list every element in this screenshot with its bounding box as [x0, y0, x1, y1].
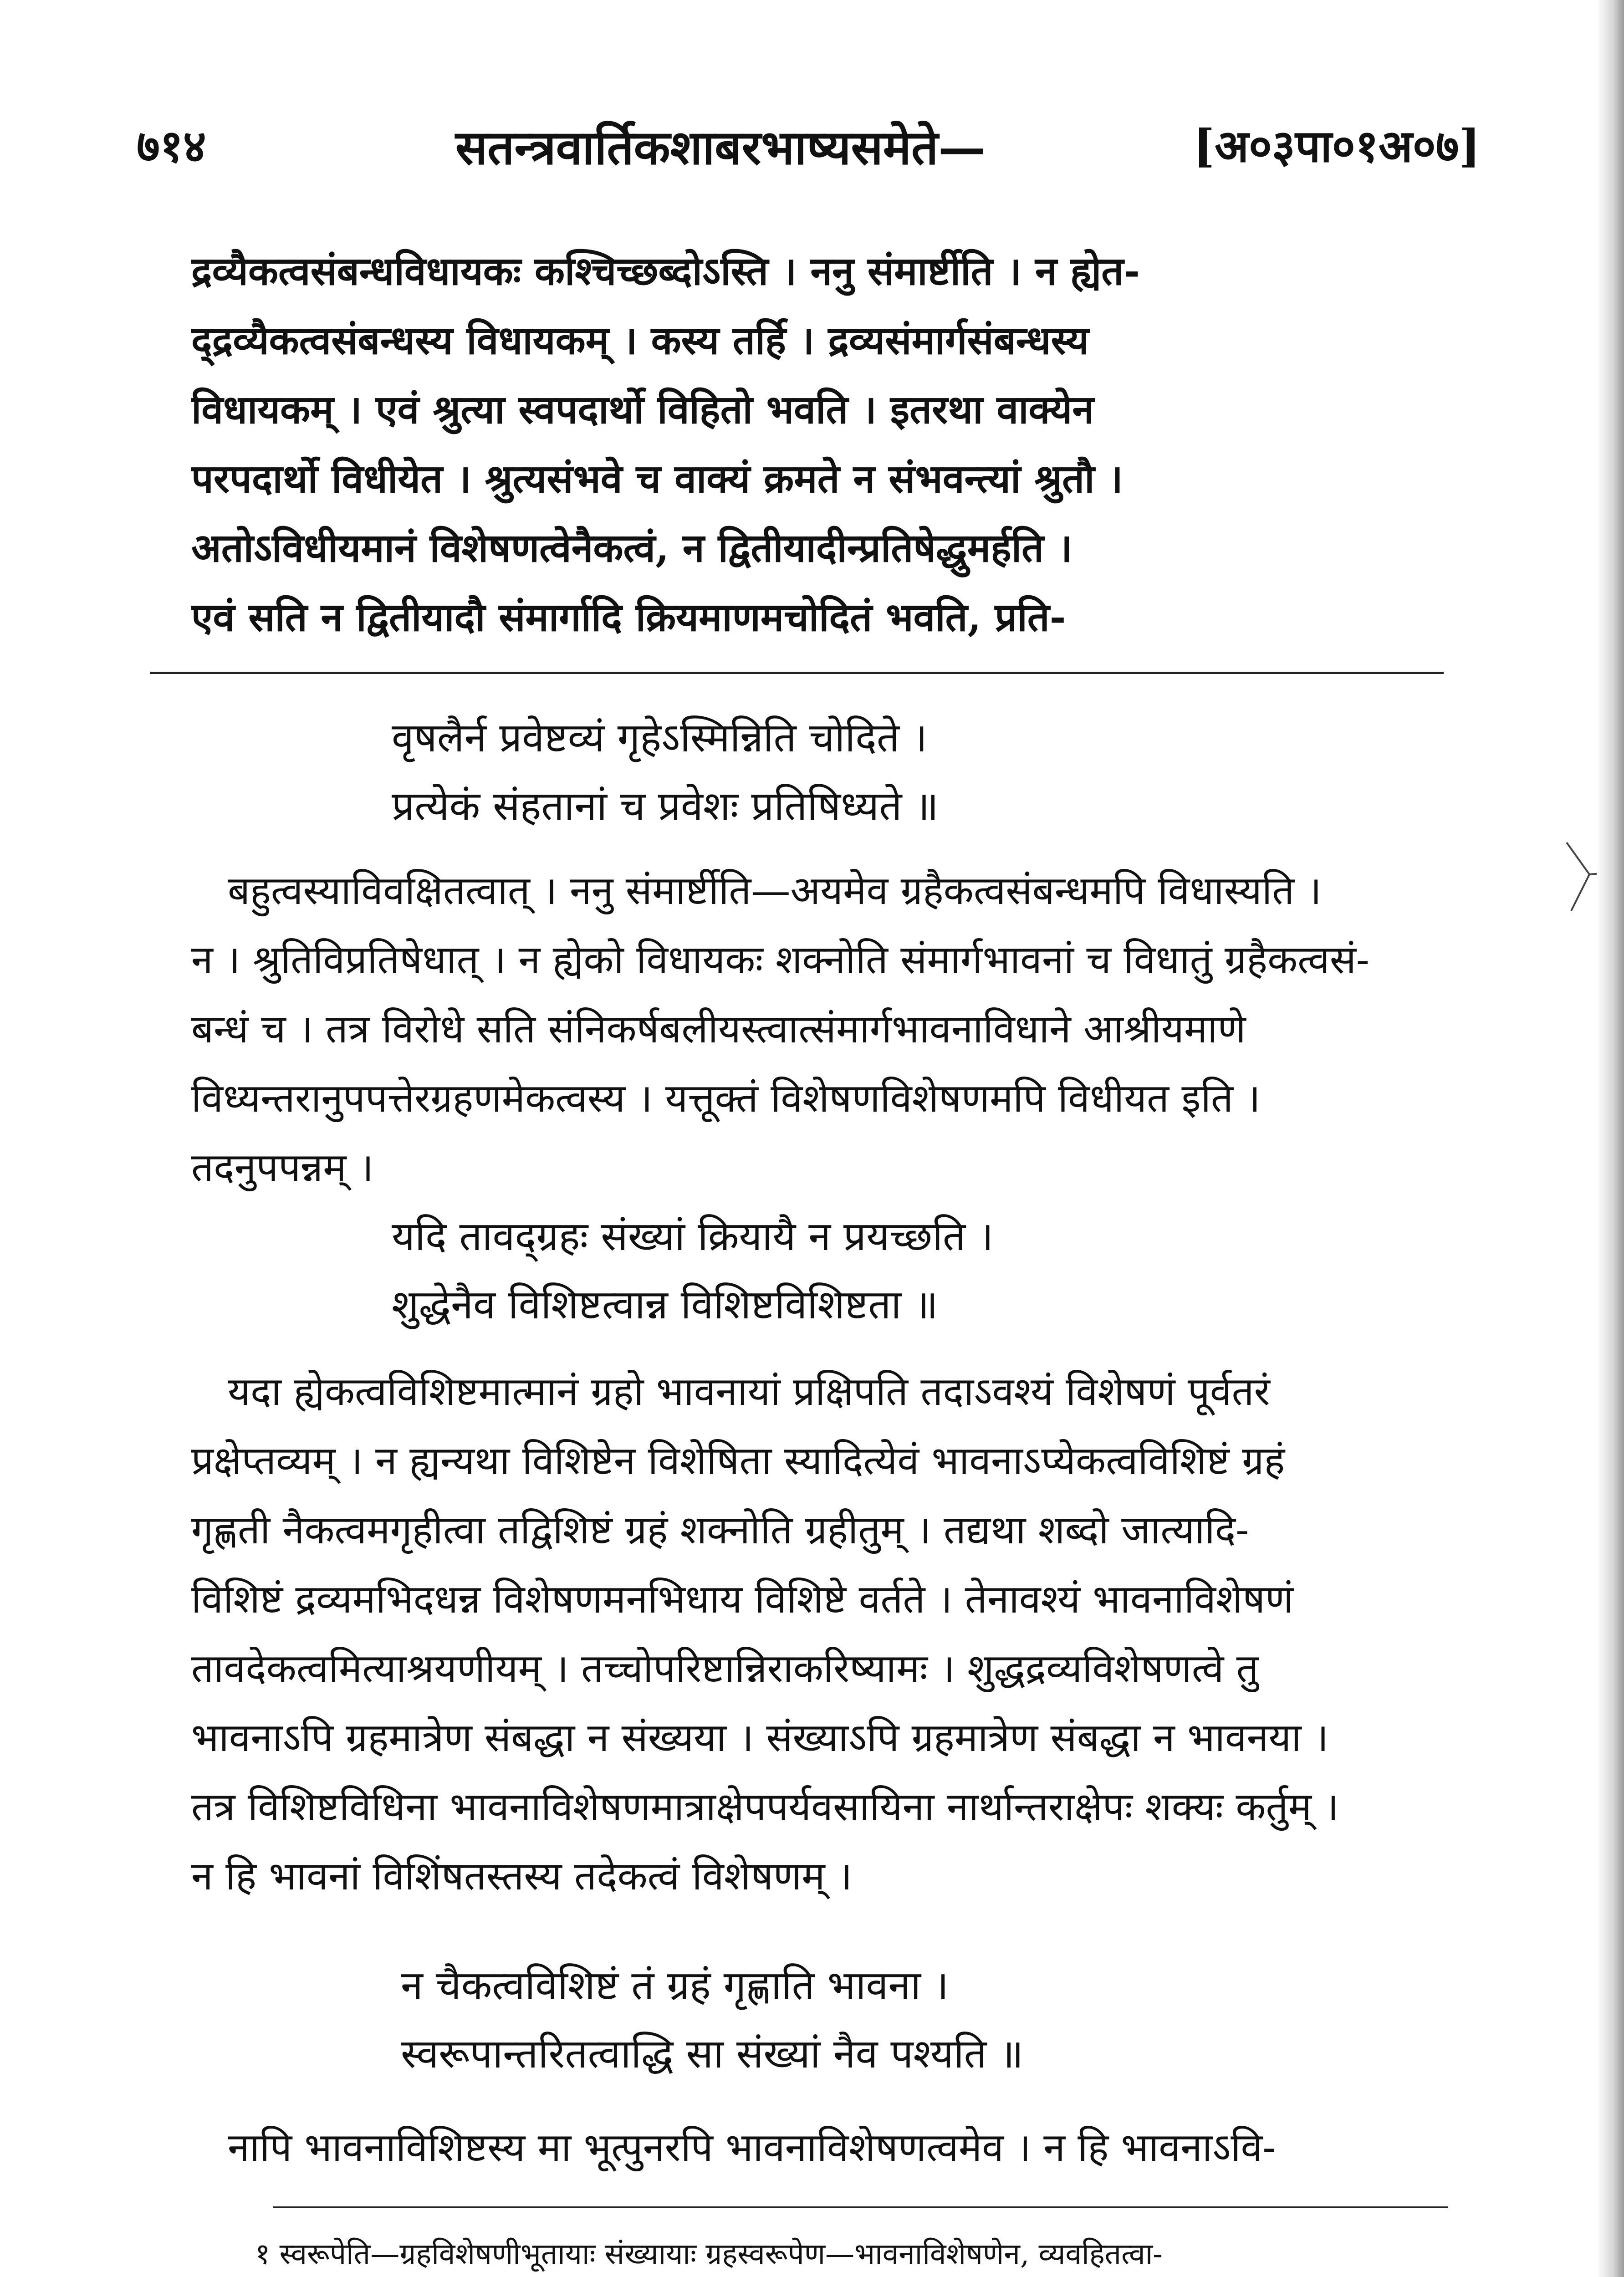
text-line: तदनुपपन्नम् । [191, 1145, 374, 1190]
text-line: तावदेकत्वमित्याश्रयणीयम् । तच्चोपरिष्टान्निराकरिष्यामः । शुद्धद्रव्यविशेषणत्वे तु [191, 1646, 1259, 1691]
text-line: विधायकम् । एवं श्रुत्या स्वपदार्थो विहितो भवति । इतरथा वाक्येन [191, 387, 1094, 433]
running-title: सतन्त्रवार्तिकशाबरभाष्यसमेते— [455, 119, 986, 175]
text-line: अतोऽविधीयमानं विशेषणत्वेनैकत्वं, न द्वितीयादीन्प्रतिषेद्धुमर्हति । [191, 525, 1072, 571]
footnote-line: १ स्वरूपेति—ग्रहविशेषणीभूतायाः संख्यायाः ग्रहस्वरूपेण—भावनाविशेषणेन, व्यवहितत्वा- [255, 2237, 1163, 2271]
page-header [137, 114, 1480, 187]
section-divider [150, 672, 1444, 674]
page-number: ७१४ [137, 120, 206, 173]
text-line: यदा ह्येकत्वविशिष्टमात्मानं ग्रहो भावनायां प्रक्षिपति तदाऽवश्यं विशेषणं पूर्वतरं [228, 1369, 1270, 1414]
verse-line: प्रत्येकं संहतानां च प्रवेशः प्रतिषिध्यते ॥ [392, 782, 939, 829]
text-line: प्रक्षेप्तव्यम् । न ह्यन्यथा विशिष्टेन विशेषिता स्यादित्येवं भावनाऽप्येकत्वविशिष्टं ग्रहं [191, 1438, 1285, 1484]
commentary-paragraph [191, 1357, 1471, 1911]
text-line: भावनाऽपि ग्रहमात्रेण संबद्धा न संख्यया । संख्याऽपि ग्रहमात्रेण संबद्धा न भावनया । [191, 1715, 1329, 1761]
text-line: विशिष्टं द्रव्यमभिदधन्न विशेषणमनभिधाय विशिष्टे वर्तते । तेनावश्यं भावनाविशेषणं [191, 1577, 1294, 1622]
footnote-divider [273, 2206, 1448, 2208]
text-line: विध्यन्तरानुपपत्तेरग्रहणमेकत्वस्य । यत्तूक्तं विशेषणविशेषणमपि विधीयत इति । [191, 1076, 1261, 1121]
text-line: तत्र विशिष्टविधिना भावनाविशेषणमात्राक्षेपपर्यवसायिना नार्थान्तराक्षेपः शक्यः कर्तुम् । [191, 1784, 1339, 1830]
text-line: न । श्रुतिविप्रतिषेधात् । न ह्येको विधायकः शक्नोति संमार्गभावनां च विधातुं ग्रहैकत्वसं- [191, 937, 1369, 983]
text-line: न हि भावनां विशिंषतस्तस्य तदेकत्वं विशेषणम् । [191, 1853, 853, 1899]
verse-block [392, 704, 1576, 840]
verse-block [401, 1951, 1585, 2088]
verse-line: न चैकत्वविशिष्टं तं ग्रहं गृह्णाति भावना । [401, 1962, 949, 2009]
text-line: बन्धं च । तत्र विरोधे सति संनिकर्षबलीयस्त्वात्संमार्गभावनाविधाने आश्रीयमाणे [191, 1006, 1246, 1052]
text-line: बहुत्वस्याविवक्षितत्वात् । ननु संमार्ष्टीति—अयमेव ग्रहैकत्वसंबन्धमपि विधास्यति । [228, 868, 1322, 914]
section-reference: [अ०३पा०१अ०७] [1193, 120, 1480, 173]
text-line: परपदार्थो विधीयेत । श्रुत्यसंभवे च वाक्यं क्रमते न संभवन्त्यां श्रुतौ । [191, 456, 1123, 502]
footnotes [191, 2231, 1471, 2277]
verse-block [392, 1202, 1576, 1339]
verse-line: स्वरूपान्तरितत्वाद्धि सा संख्यां नैव पश्यति ॥ [401, 2030, 1024, 2077]
text-line: द्द्रव्यैकत्वसंबन्धस्य विधायकम् । कस्य तर्हि । द्रव्यसंमार्गसंबन्धस्य [191, 317, 1089, 363]
verse-line: शुद्धेनैव विशिष्टत्वान्न विशिष्टविशिष्टता ॥ [392, 1281, 938, 1328]
commentary-paragraph [191, 856, 1471, 1202]
verse-line: यदि तावद्ग्रहः संख्यां क्रियायै न प्रयच्छति । [392, 1213, 994, 1260]
text-line: एवं सति न द्वितीयादौ संमार्गादि क्रियमाणमचोदितं भवति, प्रति- [191, 594, 1066, 640]
commentary-paragraph [191, 2113, 1471, 2182]
scan-border-shadow [1597, 0, 1624, 2277]
main-text-paragraph [191, 237, 1471, 652]
verse-line: वृषलैर्न प्रवेष्टव्यं गृहेऽस्मिन्निति चोदिते । [392, 714, 928, 761]
text-line: नापि भावनाविशिष्टस्य मा भूत्पुनरपि भावनाविशेषणत्वमेव । न हि भावनाऽवि- [228, 2125, 1276, 2170]
text-line: गृह्णती नैकत्वमगृहीत्वा तद्विशिष्टं ग्रहं शक्नोति ग्रहीतुम् । तद्यथा शब्दो जात्यादि- [191, 1507, 1249, 1553]
text-line: द्रव्यैकत्वसंबन्धविधायकः कश्चिच्छब्दोऽस्ति । ननु संमार्ष्टीति । न ह्येत- [191, 248, 1140, 294]
